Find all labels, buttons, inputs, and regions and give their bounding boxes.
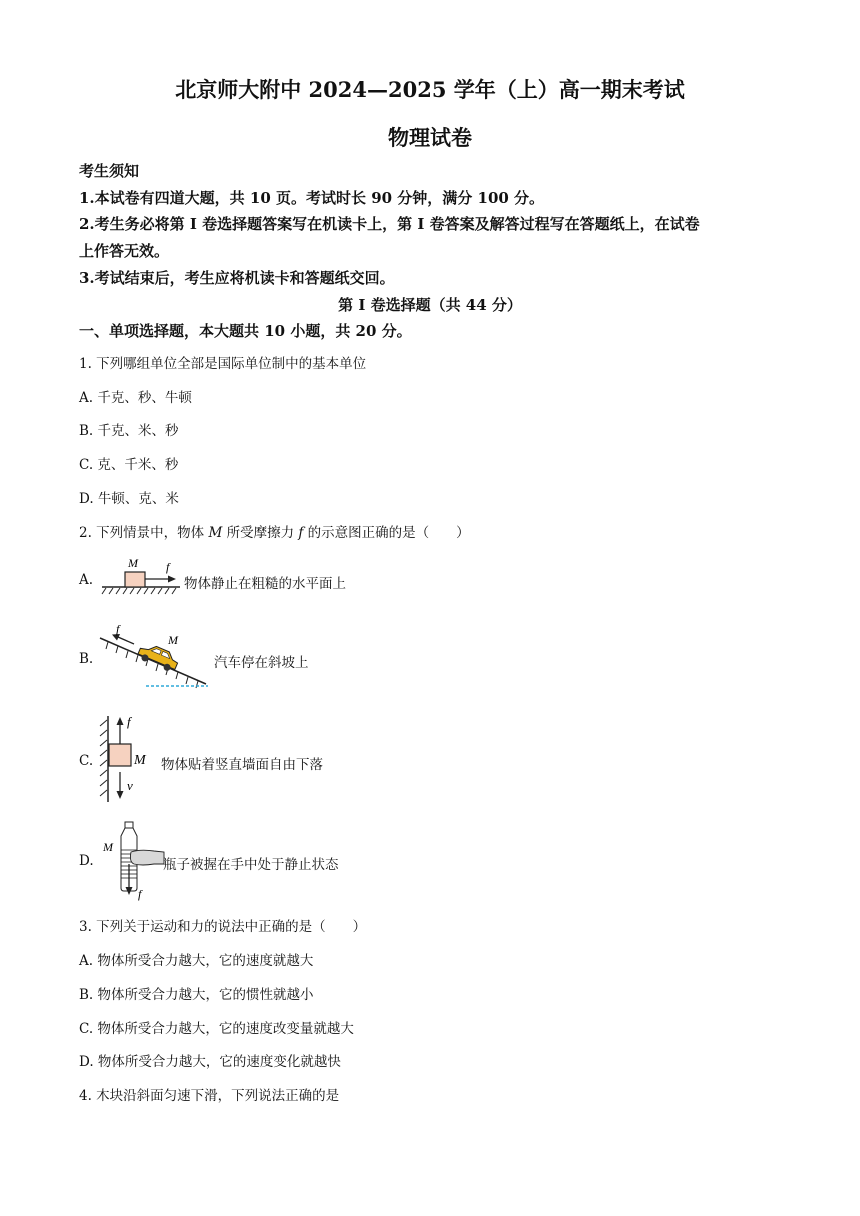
exam-subtitle: 物理试卷: [388, 125, 472, 150]
q3-option-c: C. 物体所受合力越大，它的速度改变量就越大: [79, 1021, 354, 1037]
section-heading: 一、单项选择题，本大题共 10 小题，共 20 分。: [79, 322, 412, 340]
q2-stem: 2. 下列情景中，物体 M 所受摩擦力 f 的示意图正确的是（ ）: [79, 525, 470, 541]
q1-option-b: B. 千克、米、秒: [79, 423, 179, 439]
q2-figure-d: [98, 818, 168, 902]
label-v: v: [127, 778, 133, 793]
q1-option-c: C. 克、千米、秒: [79, 457, 179, 473]
arrow-up-icon: [117, 717, 124, 725]
notice-item-2-line-1: 2.考生务必将第 I 卷选择题答案写在机读卡上，第 I 卷答案及解答过程写在答题纸上，在试卷: [79, 215, 700, 233]
q2-option-d-letter: D.: [79, 853, 94, 869]
label-f: f: [166, 560, 170, 574]
block-icon: [109, 744, 131, 766]
q2-option-c-letter: C.: [79, 753, 94, 769]
label-f: f: [127, 714, 131, 729]
q4-stem: 4. 木块沿斜面匀速下滑，下列说法正确的是: [79, 1088, 340, 1104]
arrow-right-icon: [168, 576, 176, 583]
q2-option-a-letter: A.: [79, 572, 94, 588]
q1-stem: 1. 下列哪组单位全部是国际单位制中的基本单位: [79, 356, 367, 372]
q2-option-a-text: 物体静止在粗糙的水平面上: [184, 576, 346, 592]
label-m: M: [168, 633, 178, 647]
q2-option-c-text: 物体贴着竖直墙面自由下落: [161, 757, 323, 773]
q2-figure-a: [100, 552, 190, 600]
q2-option-d-text: 瓶子被握在手中处于静止状态: [163, 857, 339, 873]
exam-title: 北京师大附中 2024—2025 学年（上）高一期末考试: [175, 77, 685, 102]
q2-option-b-letter: B.: [79, 651, 94, 667]
block-icon: [125, 572, 145, 587]
label-f: f: [138, 887, 142, 901]
arrow-down-icon: [117, 791, 124, 799]
label-m: M: [134, 753, 146, 768]
notice-item-2-line-2: 上作答无效。: [79, 242, 170, 260]
hand-icon: [130, 850, 164, 865]
q3-option-b: B. 物体所受合力越大，它的惯性就越小: [79, 987, 314, 1003]
label-m: M: [103, 840, 113, 854]
part-title: 第 I 卷选择题（共 44 分）: [338, 296, 522, 314]
notice-item-1: 1.本试卷有四道大题，共 10 页。考试时长 90 分钟，满分 100 分。: [79, 189, 545, 207]
q3-stem: 3. 下列关于运动和力的说法中正确的是（ ）: [79, 919, 367, 935]
notice-heading: 考生须知: [79, 162, 140, 180]
label-m: M: [128, 556, 138, 570]
q2-figure-b: [96, 618, 216, 692]
q2-option-b-text: 汽车停在斜坡上: [214, 655, 309, 671]
q1-option-d: D. 牛顿、克、米: [79, 491, 179, 507]
q3-option-d: D. 物体所受合力越大，它的速度变化就越快: [79, 1054, 341, 1070]
notice-item-3: 3.考试结束后，考生应将机读卡和答题纸交回。: [79, 269, 395, 287]
q1-option-a: A. 千克、秒、牛顿: [79, 390, 192, 406]
q3-option-a: A. 物体所受合力越大，它的速度就越大: [79, 953, 314, 969]
label-f: f: [116, 622, 120, 636]
q2-figure-c: [96, 712, 166, 804]
